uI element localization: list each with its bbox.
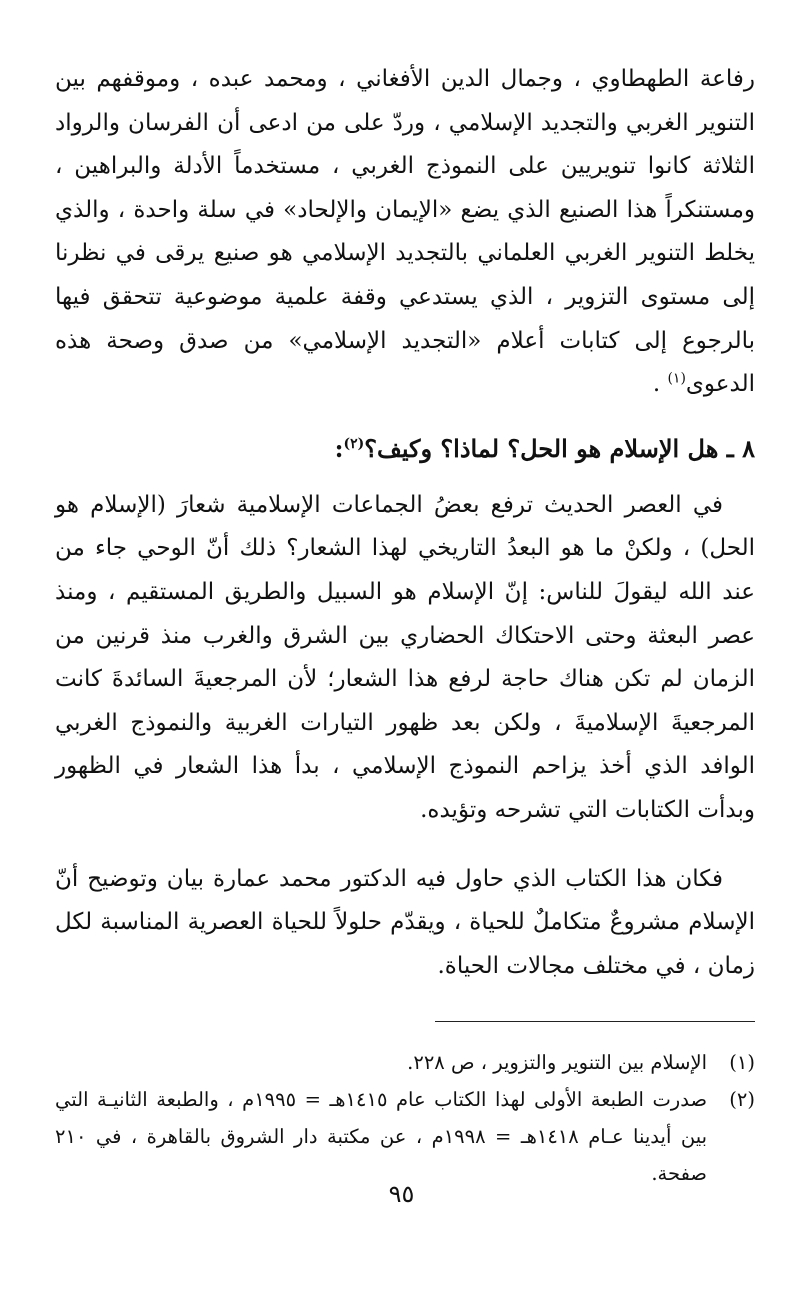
section-heading [55, 427, 755, 471]
footnote-ref-2: (٢) [343, 435, 365, 452]
page-number: ٩٥ [388, 1180, 415, 1208]
footnote-ref-1: (١) [667, 370, 686, 387]
footnote-text: صدرت الطبعة الأولى لهذا الكتاب عام ١٤١٥هـ = ١٩٩٥م ، والطبعة الثانيـة التي بين أيدينا عـام ١٤١٨هـ = ١٩٩٨م ، عن مكتبة دار الشروق بالقاهرة ، في ٢١٠ صفحة. [55, 1088, 708, 1186]
section-heading-text: ٨ ـ هل الإسلام هو الحل؟ لماذا؟ وكيف؟ [364, 433, 755, 463]
intro-paragraph-text: رفاعة الطهطاوي ، وجمال الدين الأفغاني ، ومحمد عبده ، وموقفهم بين التنوير الغربي والتجديد الإسلامي ، وردّ على من ادعى أن الفرسان والرواد الثلاثة كانوا تنويريين على النموذج الغربي ، مستخدماً الأدلة والبراهين ، ومستنكراً هذا الصنيع الذي يضع «الإيمان والإلحاد» في سلة واحدة ، والذي يخلط التنوير الغربي العلماني بالتجديد الإسلامي هو صنيع يرقى في نظرنا إلى مستوى التزوير ، الذي يستدعي وقفة علمية موضوعية تتحقق فيها بالرجوع إلى كتابات أعلام «التجديد الإسلامي» من صدق وصحة هذه الدعوى [55, 66, 755, 398]
intro-paragraph [55, 58, 755, 407]
footnote-number: (١) [729, 1051, 755, 1075]
paragraph-3: فكان هذا الكتاب الذي حاول فيه الدكتور محمد عمارة بيان وتوضيح أنّ الإسلام مشروعٌ متكاملٌ للحياة ، ويقدّم حلولاً للحياة العصرية المناسبة لكل زمان ، في مختلف مجالات الحياة. [55, 865, 755, 979]
footnotes [55, 1044, 755, 1192]
footnote-item [55, 1044, 755, 1081]
paragraph-2: في العصر الحديث ترفع بعضُ الجماعات الإسلامية شعارَ (الإسلام هو الحل) ، ولكنْ ما هو البعدُ التاريخي لهذا الشعار؟ ذلك أنّ الوحي جاء من عند الله ليقولَ للناس: إنّ الإسلام هو السبيل والطريق المستقيم ، ومنذ عصر البعثة وحتى الاحتكاك الحضاري بين الشرق والغرب منذ قرنين من الزمان لم تكن هناك حاجة لرفع هذا الشعار؛ لأن المرجعيةَ السائدةَ كانت المرجعيةَ الإسلاميةَ ، ولكن بعد ظهور التيارات الغربية والنموذج الغربي الوافد الذي أخذ يزاحم النموذج الإسلامي ، بدأ هذا الشعار في الظهور وبدأت الكتابات التي تشرحه وتؤيده. [55, 491, 755, 823]
footnote-number: (٢) [729, 1088, 755, 1112]
intro-paragraph-end: . [652, 371, 668, 398]
footnote-item [55, 1081, 755, 1192]
section-heading-end: : [334, 433, 344, 463]
footnote-separator [435, 1021, 755, 1022]
footnote-text: الإسلام بين التنوير والتزوير ، ص ٢٢٨. [407, 1051, 707, 1075]
